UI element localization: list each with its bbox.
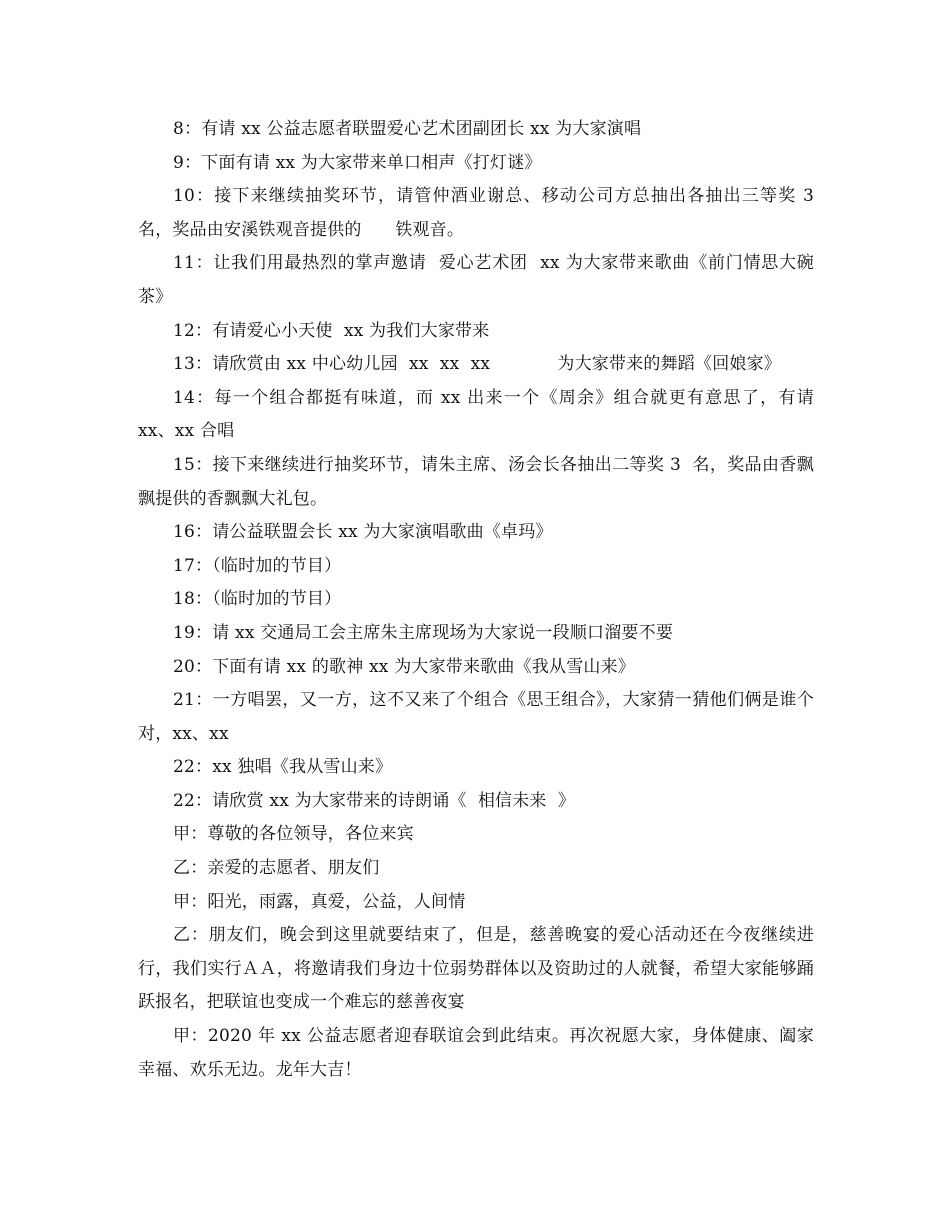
- program-item-19: 19：请 xx 交通局工会主席朱主席现场为大家说一段顺口溜要不要: [173, 622, 674, 643]
- program-item-15: 15：接下来继续进行抽奖环节，请朱主席、汤会长各抽出二等奖 3 名，奖品由香飘飘提供的香飘飘大礼包。: [138, 454, 814, 509]
- program-item-16: 16：请公益联盟会长 xx 为大家演唱歌曲《卓玛》: [173, 522, 553, 543]
- host-line-jia-2: 甲：阳光，雨露，真爱，公益，人间情: [173, 891, 466, 912]
- program-item-22b: 22：请欣赏 xx 为大家带来的诗朗诵《 相信未来 》: [173, 790, 576, 811]
- program-item-8: 8：有请 xx 公益志愿者联盟爱心艺术团副团长 xx 为大家演唱: [173, 119, 642, 139]
- program-item-18: 18：（临时加的节目）: [173, 589, 342, 610]
- program-item-13: 13：请欣赏由 xx 中心幼儿园 xx xx xx 为大家带来的舞蹈《回娘家》: [173, 354, 782, 375]
- program-item-22a: 22：xx 独唱《我从雪山来》: [173, 757, 393, 778]
- document-body: [138, 113, 826, 1087]
- host-line-yi-1: 乙：亲爱的志愿者、朋友们: [173, 858, 380, 879]
- program-item-10: 10：接下来继续抽奖环节，请管仲酒业谢总、移动公司方总抽出各抽出三等奖 3 名，奖品由安溪铁观音提供的 铁观音。: [138, 186, 826, 240]
- program-item-20: 20：下面有请 xx 的歌神 xx 为大家带来歌曲《我从雪山来》: [173, 656, 635, 677]
- program-item-21: 21：一方唱罢，又一方，这不又来了个组合《思王组合》，大家猜一猜他们俩是谁个 对，xx、xx: [138, 690, 826, 744]
- program-item-14: 14：每一个组合都挺有味道，而 xx 出来一个《周余》组合就更有意思了，有请 xx、xx 合唱: [138, 387, 820, 442]
- host-line-jia-1: 甲：尊敬的各位领导，各位来宾: [173, 824, 414, 845]
- program-item-9: 9：下面有请 xx 为大家带来单口相声《打灯谜》: [173, 152, 542, 173]
- program-item-12: 12：有请爱心小天使 xx 为我们大家带来: [173, 320, 490, 341]
- host-line-jia-closing: 甲：2020 年 xx 公益志愿者迎春联谊会到此结束。再次祝愿大家，身体健康、阖家幸福、欢乐无边。龙年大吉！: [138, 1026, 814, 1080]
- program-item-11: 11：让我们用最热烈的掌声邀请 爱心艺术团 xx 为大家带来歌曲《前门情思大碗茶》: [138, 253, 814, 307]
- program-item-17: 17：（临时加的节目）: [173, 555, 342, 576]
- host-line-yi-2: 乙：朋友们，晚会到这里就要结束了，但是，慈善晚宴的爱心活动还在今夜继续进行，我们实行ＡＡ，将邀请我们身边十位弱势群体以及资助过的人就餐，希望大家能够踊跃报名，把联谊也变成一个难忘的慈善夜宴: [138, 925, 814, 1013]
